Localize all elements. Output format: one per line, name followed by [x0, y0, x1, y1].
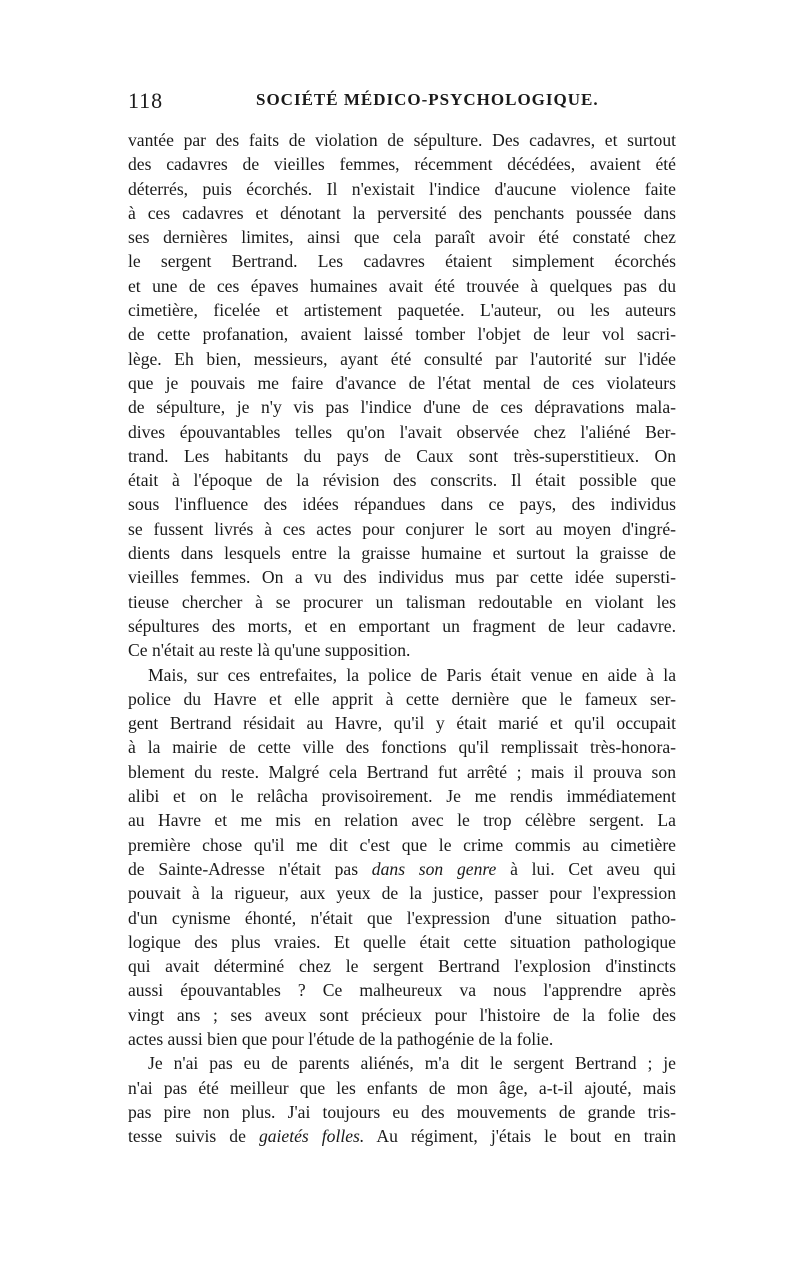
text-line: lège. Eh bien, messieurs, ayant été consulté par l'autorité sur l'idée: [128, 348, 676, 369]
text-segment: Au régiment, j'étais le bout en train: [364, 1126, 677, 1147]
text-line: qui avait déterminé chez le sergent Bertrand l'explosion d'instincts: [128, 956, 676, 977]
text-line: n'ai pas été meilleur que les enfants de mon âge, a-t-il ajouté, mais: [128, 1077, 676, 1098]
text-line: trand. Les habitants du pays de Caux sont très-superstitieux. On: [128, 445, 676, 466]
text-line: dives épouvantables telles qu'on l'avait observée chez l'aliéné Ber-: [128, 421, 676, 442]
text-segment: de Sainte-Adresse n'était pas: [128, 858, 359, 879]
text-line: première chose qu'il me dit c'est que le crime commis au cimetière: [128, 834, 676, 855]
text-line: de sépulture, je n'y vis pas l'indice d'une de ces dépravations mala-: [128, 397, 676, 418]
text-line: logique des plus vraies. Et quelle était cette situation pathologique: [128, 931, 676, 952]
text-line: sous l'influence des idées répandues dans ce pays, des individus: [128, 494, 676, 515]
paragraph-start-line: Je n'ai pas eu de parents aliénés, m'a dit le sergent Bertrand ; je: [148, 1053, 676, 1074]
paragraph-start-line: Mais, sur ces entrefaites, la police de Paris était venue en aide à la: [148, 664, 676, 685]
text-line: que je pouvais me faire d'avance de l'état mental de ces violateurs: [128, 372, 676, 393]
text-line: déterrés, puis écorchés. Il n'existait l'indice d'aucune violence faite: [128, 178, 676, 199]
text-line: dients dans lesquels entre la graisse humaine et surtout la graisse de: [128, 543, 676, 564]
text-line: aussi épouvantables ? Ce malheureux va nous l'apprendre après: [128, 980, 676, 1001]
text-line: alibi et on le relâcha provisoirement. Je me rendis immédiatement: [128, 786, 676, 807]
running-head: [128, 88, 676, 116]
text-line-with-italic: [128, 1124, 676, 1148]
text-line: gent Bertrand résidait au Havre, qu'il y était marié et qu'il occupait: [128, 713, 676, 734]
text-line: le sergent Bertrand. Les cadavres étaient simplement écorchés: [128, 251, 676, 272]
text-line: pouvait à la rigueur, aux yeux de la justice, passer pour l'expression: [128, 883, 676, 904]
text-line: vieilles femmes. On a vu des individus mus par cette idée supersti-: [128, 567, 676, 588]
text-line: des cadavres de vieilles femmes, récemment décédées, avaient été: [128, 154, 676, 175]
text-segment: tesse suivis de: [128, 1126, 246, 1147]
text-line: ses dernières limites, ainsi que cela paraît avoir été constaté chez: [128, 227, 676, 248]
text-line: blement du reste. Malgré cela Bertrand fut arrêté ; mais il prouva son: [128, 761, 676, 782]
text-line: et une de ces épaves humaines avait été trouvée à quelques pas du: [128, 275, 676, 296]
text-line: pas pire non plus. J'ai toujours eu des mouvements de grande tris-: [128, 1101, 676, 1122]
text-line: au Havre et me mis en relation avec le trop célèbre sergent. La: [128, 810, 676, 831]
text-line: tieuse chercher à se procurer un talisman redoutable en violant les: [128, 591, 676, 612]
text-line: cimetière, ficelée et artistement paquetée. L'auteur, ou les auteurs: [128, 300, 676, 321]
body-text: [128, 128, 676, 1148]
page-number: 118: [128, 88, 164, 113]
text-line: était à l'époque de la révision des conscrits. Il était possible que: [128, 470, 676, 491]
text-line: se fussent livrés à ces actes pour conjurer le sort au moyen d'ingré-: [128, 518, 676, 539]
text-line-with-italic: [128, 857, 676, 881]
text-line: sépultures des morts, et en emportant un fragment de leur cadavre.: [128, 615, 676, 636]
italic-phrase: gaietés folles.: [258, 1126, 365, 1147]
text-line: vingt ans ; ses aveux sont précieux pour l'histoire de la folie des: [128, 1004, 676, 1025]
italic-phrase: dans son genre: [371, 858, 497, 879]
text-line: Ce n'était au reste là qu'une supposition.: [128, 640, 411, 661]
running-title: SOCIÉTÉ MÉDICO-PSYCHOLOGIQUE.: [256, 90, 599, 109]
text-line: à la mairie de cette ville des fonctions qu'il remplissait très-honora-: [128, 737, 676, 758]
text-line: police du Havre et elle apprit à cette dernière que le fameux ser-: [128, 688, 676, 709]
text-segment: à lui. Cet aveu qui: [496, 858, 676, 879]
text-line: actes aussi bien que pour l'étude de la pathogénie de la folie.: [128, 1028, 554, 1049]
text-line: d'un cynisme éhonté, n'était que l'expression d'une situation patho-: [128, 907, 676, 928]
text-line: de cette profanation, avaient laissé tomber l'objet de leur vol sacri-: [128, 324, 676, 345]
text-line: à ces cadavres et dénotant la perversité des penchants poussée dans: [128, 202, 676, 223]
text-line: vantée par des faits de violation de sépulture. Des cadavres, et surtout: [128, 130, 676, 150]
